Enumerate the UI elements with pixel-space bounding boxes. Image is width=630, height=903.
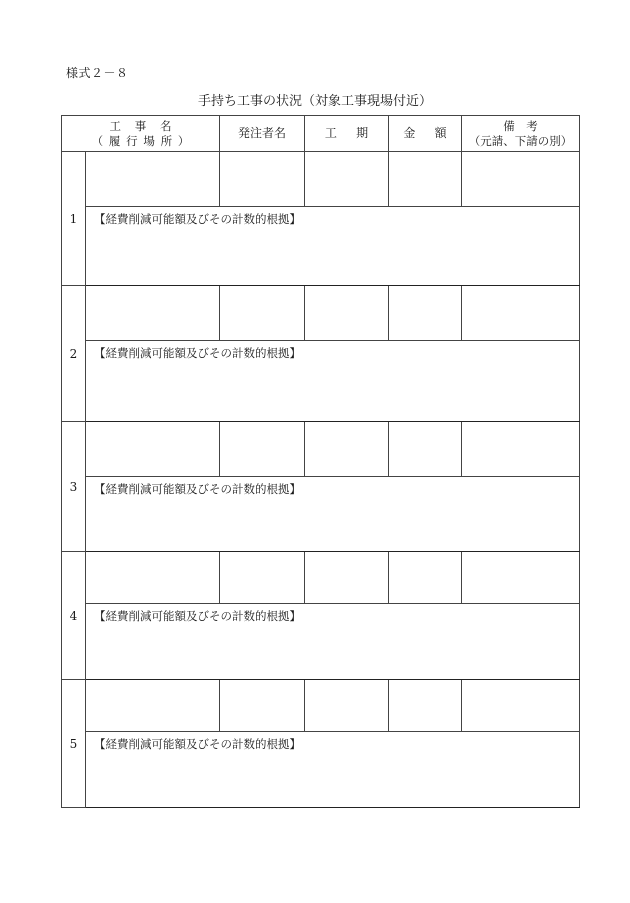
project-row-4-basis bbox=[62, 604, 580, 680]
row-number-3: 3 bbox=[62, 422, 86, 552]
form-number: 様式２－８ bbox=[66, 66, 129, 80]
client-cell[interactable] bbox=[220, 422, 305, 477]
header-remarks-label: 備考 bbox=[503, 118, 550, 133]
header-project-name-label: 工事名 bbox=[109, 118, 186, 133]
cost-reduction-basis-label: 【経費削減可能額及びその計数的根拠】 bbox=[94, 482, 301, 496]
header-client-label: 発注者名 bbox=[237, 126, 286, 140]
remarks-cell[interactable] bbox=[462, 552, 580, 604]
header-period-label: 工期 bbox=[324, 126, 388, 140]
client-cell[interactable] bbox=[220, 286, 305, 341]
amount-cell[interactable] bbox=[389, 286, 462, 341]
row-number-4: 4 bbox=[62, 552, 86, 680]
remarks-cell[interactable] bbox=[462, 152, 580, 207]
client-cell[interactable] bbox=[220, 152, 305, 207]
amount-cell[interactable] bbox=[389, 422, 462, 477]
remarks-cell[interactable] bbox=[462, 286, 580, 341]
header-amount bbox=[389, 116, 466, 152]
period-cell[interactable] bbox=[305, 286, 389, 341]
header-period bbox=[305, 116, 389, 152]
cost-reduction-basis-cell[interactable] bbox=[86, 477, 580, 552]
cost-reduction-basis-cell[interactable] bbox=[86, 732, 580, 808]
amount-cell[interactable] bbox=[389, 680, 462, 732]
client-cell[interactable] bbox=[220, 680, 305, 732]
header-remarks-sub-label: （元請、下請の別） bbox=[468, 133, 573, 148]
project-row-2-basis bbox=[62, 341, 580, 422]
client-cell[interactable] bbox=[220, 552, 305, 604]
header-client bbox=[220, 116, 305, 152]
page-title: 手持ち工事の状況（対象工事現場付近） bbox=[197, 94, 432, 109]
project-row-5-basis bbox=[62, 732, 580, 808]
amount-cell[interactable] bbox=[389, 152, 462, 207]
remarks-cell[interactable] bbox=[462, 680, 580, 732]
amount-cell[interactable] bbox=[389, 552, 462, 604]
project-table bbox=[61, 115, 580, 808]
project-row-4-data bbox=[62, 552, 580, 604]
remarks-cell[interactable] bbox=[462, 422, 580, 477]
period-cell[interactable] bbox=[305, 680, 389, 732]
project-row-3-basis bbox=[62, 477, 580, 552]
cost-reduction-basis-cell[interactable] bbox=[86, 341, 580, 422]
cost-reduction-basis-label: 【経費削減可能額及びその計数的根拠】 bbox=[94, 212, 301, 226]
project-row-5-data bbox=[62, 680, 580, 732]
project-name-cell[interactable] bbox=[86, 152, 220, 207]
header-amount-label: 金額 bbox=[403, 126, 466, 140]
header-row bbox=[62, 116, 580, 152]
project-row-3-data bbox=[62, 422, 580, 477]
cost-reduction-basis-cell[interactable] bbox=[86, 207, 580, 286]
cost-reduction-basis-label: 【経費削減可能額及びその計数的根拠】 bbox=[94, 346, 301, 360]
project-row-2-data bbox=[62, 286, 580, 341]
cost-reduction-basis-label: 【経費削減可能額及びその計数的根拠】 bbox=[94, 737, 301, 751]
period-cell[interactable] bbox=[305, 552, 389, 604]
header-remarks bbox=[462, 116, 580, 152]
header-project-location-label: （履行場所） bbox=[91, 133, 196, 148]
row-number-2: 2 bbox=[62, 286, 86, 422]
project-name-cell[interactable] bbox=[86, 552, 220, 604]
row-number-5: 5 bbox=[62, 680, 86, 808]
project-row-1-data bbox=[62, 152, 580, 207]
cost-reduction-basis-cell[interactable] bbox=[86, 604, 580, 680]
period-cell[interactable] bbox=[305, 422, 389, 477]
period-cell[interactable] bbox=[305, 152, 389, 207]
project-name-cell[interactable] bbox=[86, 286, 220, 341]
project-name-cell[interactable] bbox=[86, 680, 220, 732]
cost-reduction-basis-label: 【経費削減可能額及びその計数的根拠】 bbox=[94, 609, 301, 623]
project-row-1-basis bbox=[62, 207, 580, 286]
row-number-1: 1 bbox=[62, 152, 86, 286]
project-name-cell[interactable] bbox=[86, 422, 220, 477]
header-project-name bbox=[62, 116, 220, 152]
